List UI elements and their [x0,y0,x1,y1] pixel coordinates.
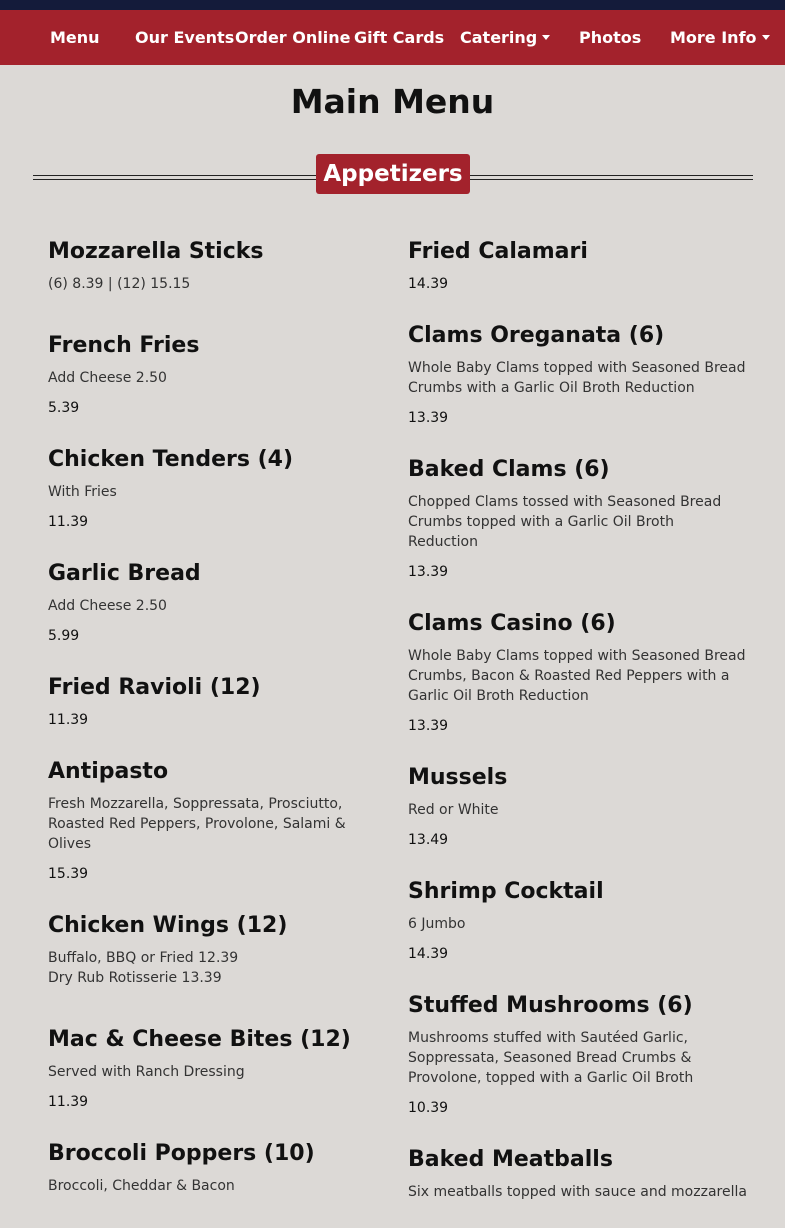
menu-item [48,756,388,884]
page-title: Main Menu [290,82,495,121]
nav-catering[interactable] [460,10,550,65]
item-name: French Fries [48,333,200,358]
caret-down-icon [542,35,550,40]
item-name: Mac & Cheese Bites (12) [48,1027,351,1052]
item-name: Stuffed Mushrooms (6) [408,993,693,1018]
item-description: Add Cheese 2.50 [48,598,167,614]
item-description: Broccoli, Cheddar & Bacon [48,1178,235,1194]
nav-photos-label: Photos [579,28,642,47]
menu-item [408,236,748,294]
menu-item [408,990,748,1118]
item-price: 5.39 [48,400,80,416]
item-description: Add Cheese 2.50 [48,370,167,386]
nav-photos[interactable] [579,10,641,65]
item-description: Dry Rub Rotisserie 13.39 [48,970,222,986]
item-description: Fresh Mozzarella, Soppressata, Prosciutto, Roasted Red Peppers, Provolone, Salami & Olives [48,796,346,852]
menu-item [408,608,748,736]
main-nav [0,10,785,65]
item-name: Garlic Bread [48,561,201,586]
item-description: Buffalo, BBQ or Fried 12.39 [48,950,239,966]
section-heading: Appetizers [316,154,470,194]
menu-item [408,1144,748,1202]
menu-item [408,762,748,850]
menu-item [48,444,388,532]
item-description: Chopped Clams tossed with Seasoned Bread Crumbs topped with a Garlic Oil Broth Reduction [408,494,722,550]
item-price: 13.39 [408,718,449,734]
item-name: Broccoli Poppers (10) [48,1141,315,1166]
item-name: Baked Clams (6) [408,457,610,482]
menu-item [48,330,388,418]
nav-our-events[interactable] [135,10,234,65]
menu-item [408,320,748,428]
item-name: Baked Meatballs [408,1147,613,1172]
item-name: Fried Ravioli (12) [48,675,261,700]
item-description: Six meatballs topped with sauce and mozzarella [408,1184,747,1200]
menu-item [408,876,748,964]
menu-item [48,236,388,294]
item-name: Mussels [408,765,508,790]
nav-menu-label: Menu [50,28,100,47]
item-price: 15.39 [48,866,89,882]
nav-order-online[interactable] [235,10,350,65]
item-name: Fried Calamari [408,239,588,264]
menu-item [48,910,388,988]
item-name: Clams Casino (6) [408,611,616,636]
item-name: Chicken Wings (12) [48,913,288,938]
item-description: Red or White [408,802,499,818]
item-price: 14.39 [408,276,449,292]
nav-gift-cards[interactable] [354,10,444,65]
menu-column-right [408,236,748,1228]
item-description: Mushrooms stuffed with Sautéed Garlic, Soppressata, Seasoned Bread Crumbs & Provolone, topped with a Garlic Oil Broth [408,1030,694,1086]
item-price: 5.99 [48,628,80,644]
item-price: 14.39 [408,946,449,962]
item-name: Clams Oreganata (6) [408,323,665,348]
item-name: Shrimp Cocktail [408,879,604,904]
nav-our-events-label: Our Events [135,28,235,47]
item-name: Antipasto [48,759,169,784]
nav-gift-cards-label: Gift Cards [354,28,445,47]
item-price: 13.39 [408,564,449,580]
item-name: Mozzarella Sticks [48,239,264,264]
menu-item [48,1138,388,1196]
item-description: Whole Baby Clams topped with Seasoned Bread Crumbs with a Garlic Oil Broth Reduction [408,360,746,396]
item-price: 11.39 [48,712,89,728]
item-name: Chicken Tenders (4) [48,447,294,472]
caret-down-icon [762,35,770,40]
item-price: 13.49 [408,832,449,848]
nav-order-online-label: Order Online [235,28,351,47]
item-price: 13.39 [408,410,449,426]
nav-more-info[interactable] [670,10,770,65]
nav-catering-label: Catering [460,28,538,47]
item-description: With Fries [48,484,117,500]
nav-menu[interactable] [50,10,100,65]
item-price: 11.39 [48,1094,89,1110]
item-description: Whole Baby Clams topped with Seasoned Bread Crumbs, Bacon & Roasted Red Peppers with a Garlic Oil Broth Reduction [408,648,746,704]
top-strip [0,0,785,10]
menu-item [48,1024,388,1112]
item-price: 10.39 [408,1100,449,1116]
nav-more-info-label: More Info [670,28,757,47]
menu-item [408,454,748,582]
menu-item [48,558,388,646]
menu-column-left [48,236,388,1222]
item-price: 11.39 [48,514,89,530]
menu-item [48,672,388,730]
item-description: (6) 8.39 | (12) 15.15 [48,276,191,292]
item-description: 6 Jumbo [408,916,466,932]
item-description: Served with Ranch Dressing [48,1064,245,1080]
